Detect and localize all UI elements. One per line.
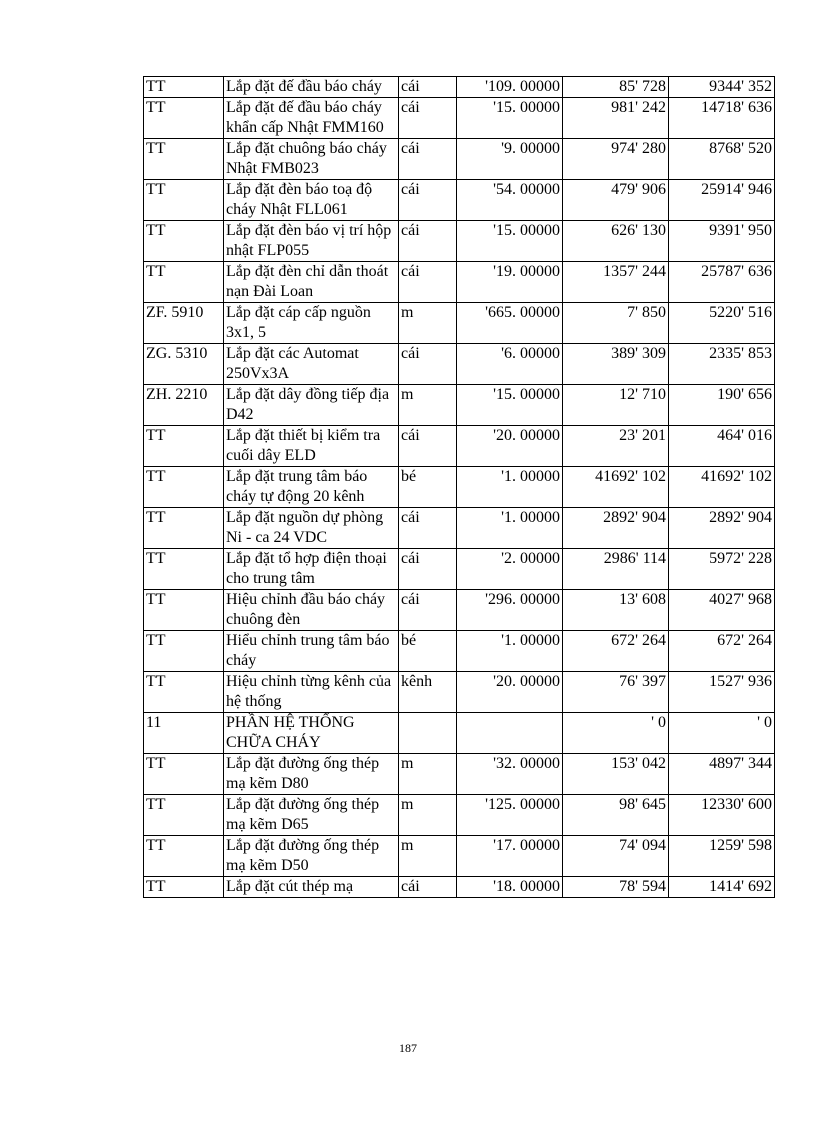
table-row bbox=[144, 77, 775, 98]
unit-price-cell: 78' 594 bbox=[563, 877, 669, 898]
table-row bbox=[144, 344, 775, 385]
item-code-cell: TT bbox=[144, 672, 224, 713]
table-row bbox=[144, 98, 775, 139]
unit-price-cell: 389' 309 bbox=[563, 344, 669, 385]
item-code-cell: TT bbox=[144, 262, 224, 303]
description-cell: PHẦN HỆ THỐNG CHỮA CHÁY bbox=[224, 713, 399, 754]
item-code-cell: TT bbox=[144, 549, 224, 590]
quantity-cell: '1. 00000 bbox=[457, 631, 563, 672]
description-cell: Lắp đặt đèn chỉ dẫn thoát nạn Đài Loan bbox=[224, 262, 399, 303]
total-cell: 2335' 853 bbox=[669, 344, 775, 385]
quantity-cell: '1. 00000 bbox=[457, 508, 563, 549]
unit-cell: cái bbox=[399, 262, 457, 303]
quantity-cell: '125. 00000 bbox=[457, 795, 563, 836]
table-row bbox=[144, 221, 775, 262]
unit-cell: cái bbox=[399, 221, 457, 262]
quantity-cell: '6. 00000 bbox=[457, 344, 563, 385]
item-code-cell: TT bbox=[144, 836, 224, 877]
item-code-cell: TT bbox=[144, 631, 224, 672]
description-cell: Lắp đặt đế đầu báo cháy bbox=[224, 77, 399, 98]
unit-cell: m bbox=[399, 385, 457, 426]
description-cell: Lắp đặt đường ống thép mạ kẽm D50 bbox=[224, 836, 399, 877]
unit-price-cell: 41692' 102 bbox=[563, 467, 669, 508]
table-row bbox=[144, 549, 775, 590]
quantity-cell bbox=[457, 713, 563, 754]
unit-cell: bé bbox=[399, 631, 457, 672]
total-cell: 1259' 598 bbox=[669, 836, 775, 877]
unit-price-cell: 74' 094 bbox=[563, 836, 669, 877]
quantity-cell: '296. 00000 bbox=[457, 590, 563, 631]
item-code-cell: TT bbox=[144, 426, 224, 467]
table-row bbox=[144, 877, 775, 898]
total-cell: 4897' 344 bbox=[669, 754, 775, 795]
unit-price-cell: 981' 242 bbox=[563, 98, 669, 139]
unit-cell: m bbox=[399, 754, 457, 795]
unit-price-cell: 23' 201 bbox=[563, 426, 669, 467]
item-code-cell: TT bbox=[144, 221, 224, 262]
quantity-cell: '2. 00000 bbox=[457, 549, 563, 590]
description-cell: Lắp đặt trung tâm báo cháy tự động 20 kênh bbox=[224, 467, 399, 508]
table-row bbox=[144, 754, 775, 795]
quantity-cell: '32. 00000 bbox=[457, 754, 563, 795]
total-cell: 9391' 950 bbox=[669, 221, 775, 262]
description-cell: Lắp đặt cáp cấp nguồn 3x1, 5 bbox=[224, 303, 399, 344]
unit-cell: cái bbox=[399, 508, 457, 549]
page-number: 187 bbox=[399, 1041, 417, 1055]
item-code-cell: TT bbox=[144, 467, 224, 508]
table-row bbox=[144, 508, 775, 549]
unit-cell: cái bbox=[399, 877, 457, 898]
table-row bbox=[144, 836, 775, 877]
total-cell: 2892' 904 bbox=[669, 508, 775, 549]
item-code-cell: TT bbox=[144, 77, 224, 98]
table-row bbox=[144, 426, 775, 467]
quantity-cell: '18. 00000 bbox=[457, 877, 563, 898]
description-cell: Hiệu chỉnh từng kênh của hệ thống bbox=[224, 672, 399, 713]
table-row bbox=[144, 672, 775, 713]
table-row bbox=[144, 467, 775, 508]
description-cell: Lắp đặt cút thép mạ bbox=[224, 877, 399, 898]
unit-cell: cái bbox=[399, 139, 457, 180]
total-cell: 1527' 936 bbox=[669, 672, 775, 713]
total-cell: 41692' 102 bbox=[669, 467, 775, 508]
unit-price-cell: 98' 645 bbox=[563, 795, 669, 836]
quantity-cell: '665. 00000 bbox=[457, 303, 563, 344]
total-cell: 464' 016 bbox=[669, 426, 775, 467]
description-cell: Lắp đặt đế đầu báo cháy khẩn cấp Nhật FMM160 bbox=[224, 98, 399, 139]
item-code-cell: TT bbox=[144, 877, 224, 898]
quantity-cell: '17. 00000 bbox=[457, 836, 563, 877]
description-cell: Lắp đặt nguồn dự phòng Ni - ca 24 VDC bbox=[224, 508, 399, 549]
unit-cell: cái bbox=[399, 549, 457, 590]
item-code-cell: ZH. 2210 bbox=[144, 385, 224, 426]
total-cell: 9344' 352 bbox=[669, 77, 775, 98]
unit-cell: cái bbox=[399, 344, 457, 385]
item-code-cell: ZG. 5310 bbox=[144, 344, 224, 385]
table-row bbox=[144, 262, 775, 303]
quantity-cell: '20. 00000 bbox=[457, 426, 563, 467]
quantity-cell: '54. 00000 bbox=[457, 180, 563, 221]
table-row bbox=[144, 303, 775, 344]
total-cell: 5220' 516 bbox=[669, 303, 775, 344]
cost-estimate-table bbox=[143, 76, 775, 898]
table-row bbox=[144, 139, 775, 180]
description-cell: Lắp đặt đèn báo toạ độ cháy Nhật FLL061 bbox=[224, 180, 399, 221]
unit-price-cell: 2892' 904 bbox=[563, 508, 669, 549]
total-cell: 5972' 228 bbox=[669, 549, 775, 590]
item-code-cell: TT bbox=[144, 754, 224, 795]
quantity-cell: '15. 00000 bbox=[457, 98, 563, 139]
quantity-cell: '109. 00000 bbox=[457, 77, 563, 98]
description-cell: Lắp đặt đường ống thép mạ kẽm D80 bbox=[224, 754, 399, 795]
unit-price-cell: 12' 710 bbox=[563, 385, 669, 426]
total-cell: 12330' 600 bbox=[669, 795, 775, 836]
item-code-cell: TT bbox=[144, 508, 224, 549]
description-cell: Hiểu chỉnh trung tâm báo cháy bbox=[224, 631, 399, 672]
unit-cell: cái bbox=[399, 590, 457, 631]
description-cell: Hiệu chỉnh đầu báo cháy chuông đèn bbox=[224, 590, 399, 631]
quantity-cell: '15. 00000 bbox=[457, 385, 563, 426]
table-row bbox=[144, 713, 775, 754]
unit-price-cell: 153' 042 bbox=[563, 754, 669, 795]
total-cell: 14718' 636 bbox=[669, 98, 775, 139]
description-cell: Lắp đặt các Automat 250Vx3A bbox=[224, 344, 399, 385]
total-cell: 1414' 692 bbox=[669, 877, 775, 898]
total-cell: 8768' 520 bbox=[669, 139, 775, 180]
item-code-cell: TT bbox=[144, 180, 224, 221]
description-cell: Lắp đặt chuông báo cháy Nhật FMB023 bbox=[224, 139, 399, 180]
item-code-cell: ZF. 5910 bbox=[144, 303, 224, 344]
quantity-cell: '19. 00000 bbox=[457, 262, 563, 303]
item-code-cell: TT bbox=[144, 139, 224, 180]
description-cell: Lắp đặt thiết bị kiểm tra cuối dây ELD bbox=[224, 426, 399, 467]
total-cell: 25914' 946 bbox=[669, 180, 775, 221]
unit-price-cell: 2986' 114 bbox=[563, 549, 669, 590]
unit-cell bbox=[399, 713, 457, 754]
unit-cell: kênh bbox=[399, 672, 457, 713]
unit-price-cell: 85' 728 bbox=[563, 77, 669, 98]
unit-price-cell: 13' 608 bbox=[563, 590, 669, 631]
unit-cell: bé bbox=[399, 467, 457, 508]
table-body bbox=[144, 77, 775, 898]
unit-cell: cái bbox=[399, 426, 457, 467]
unit-price-cell: 7' 850 bbox=[563, 303, 669, 344]
table-row bbox=[144, 385, 775, 426]
unit-cell: m bbox=[399, 836, 457, 877]
table-row bbox=[144, 795, 775, 836]
item-code-cell: TT bbox=[144, 98, 224, 139]
unit-cell: m bbox=[399, 795, 457, 836]
unit-cell: cái bbox=[399, 77, 457, 98]
quantity-cell: '20. 00000 bbox=[457, 672, 563, 713]
description-cell: Lắp đặt dây đồng tiếp địa D42 bbox=[224, 385, 399, 426]
unit-price-cell: 1357' 244 bbox=[563, 262, 669, 303]
item-code-cell: TT bbox=[144, 590, 224, 631]
unit-price-cell: 479' 906 bbox=[563, 180, 669, 221]
unit-cell: cái bbox=[399, 98, 457, 139]
unit-cell: m bbox=[399, 303, 457, 344]
total-cell: 25787' 636 bbox=[669, 262, 775, 303]
unit-price-cell: 672' 264 bbox=[563, 631, 669, 672]
description-cell: Lắp đặt đèn báo vị trí hộp nhật FLP055 bbox=[224, 221, 399, 262]
unit-cell: cái bbox=[399, 180, 457, 221]
description-cell: Lắp đặt tổ hợp điện thoại cho trung tâm bbox=[224, 549, 399, 590]
total-cell: 672' 264 bbox=[669, 631, 775, 672]
table-row bbox=[144, 180, 775, 221]
unit-price-cell: ' 0 bbox=[563, 713, 669, 754]
quantity-cell: '9. 00000 bbox=[457, 139, 563, 180]
total-cell: 4027' 968 bbox=[669, 590, 775, 631]
quantity-cell: '15. 00000 bbox=[457, 221, 563, 262]
quantity-cell: '1. 00000 bbox=[457, 467, 563, 508]
unit-price-cell: 974' 280 bbox=[563, 139, 669, 180]
table-row bbox=[144, 590, 775, 631]
item-code-cell: TT bbox=[144, 795, 224, 836]
unit-price-cell: 76' 397 bbox=[563, 672, 669, 713]
total-cell: ' 0 bbox=[669, 713, 775, 754]
description-cell: Lắp đặt đường ống thép mạ kẽm D65 bbox=[224, 795, 399, 836]
unit-price-cell: 626' 130 bbox=[563, 221, 669, 262]
item-code-cell: 11 bbox=[144, 713, 224, 754]
total-cell: 190' 656 bbox=[669, 385, 775, 426]
table-row bbox=[144, 631, 775, 672]
